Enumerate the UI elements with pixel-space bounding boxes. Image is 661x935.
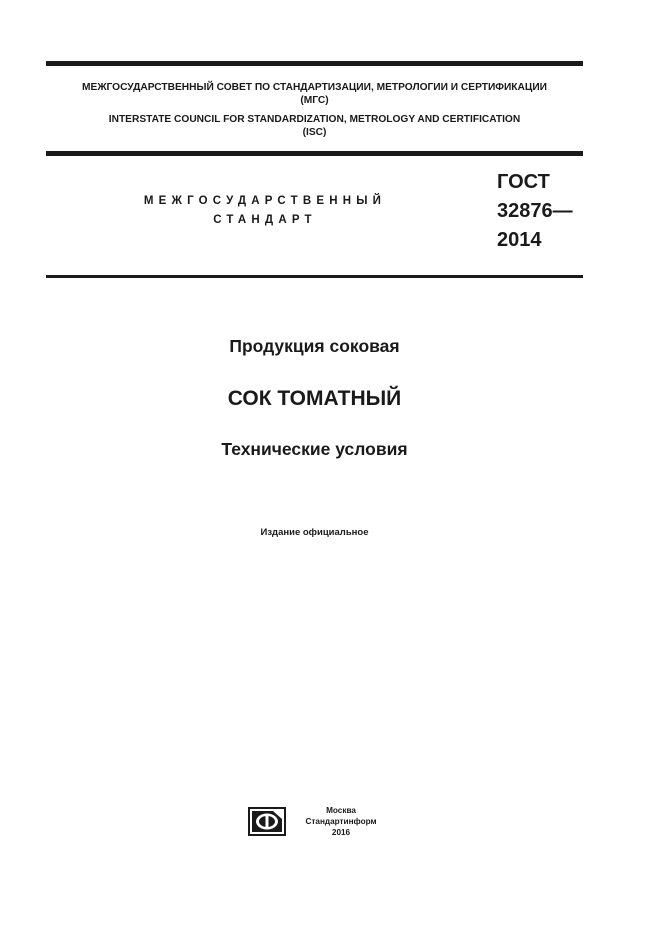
gost-code-line1: ГОСТ xyxy=(497,171,550,193)
council-ru-name: МЕЖГОСУДАРСТВЕННЫЙ СОВЕТ ПО СТАНДАРТИЗАЦИИ, МЕТРОЛОГИИ И СЕРТИФИКАЦИИ xyxy=(82,82,547,93)
publisher-name: Стандартинформ xyxy=(305,817,377,826)
council-en-abbr: (ISC) xyxy=(302,127,327,138)
standard-kind-line1: МЕЖГОСУДАРСТВЕННЫЙ xyxy=(143,195,387,207)
middle-divider xyxy=(46,151,583,156)
bottom-divider xyxy=(46,275,583,278)
standartinform-logo-icon xyxy=(248,807,286,836)
document-title: СОК ТОМАТНЫЙ xyxy=(227,387,402,410)
top-divider xyxy=(46,61,583,66)
document-subtitle: Технические условия xyxy=(221,439,408,459)
standard-kind-line2: СТАНДАРТ xyxy=(213,214,317,226)
gost-code-line3: 2014 xyxy=(497,229,542,251)
council-ru-abbr: (МГС) xyxy=(300,95,329,106)
product-category: Продукция соковая xyxy=(229,336,400,356)
council-en xyxy=(46,113,583,139)
council-ru xyxy=(46,81,583,107)
edition-note: Издание официальное xyxy=(260,527,369,538)
publisher-year: 2016 xyxy=(331,828,351,837)
council-en-name: INTERSTATE COUNCIL FOR STANDARDIZATION, METROLOGY AND CERTIFICATION xyxy=(108,114,521,125)
gost-code-line2: 32876— xyxy=(497,200,573,222)
publisher-city: Москва xyxy=(326,806,356,815)
